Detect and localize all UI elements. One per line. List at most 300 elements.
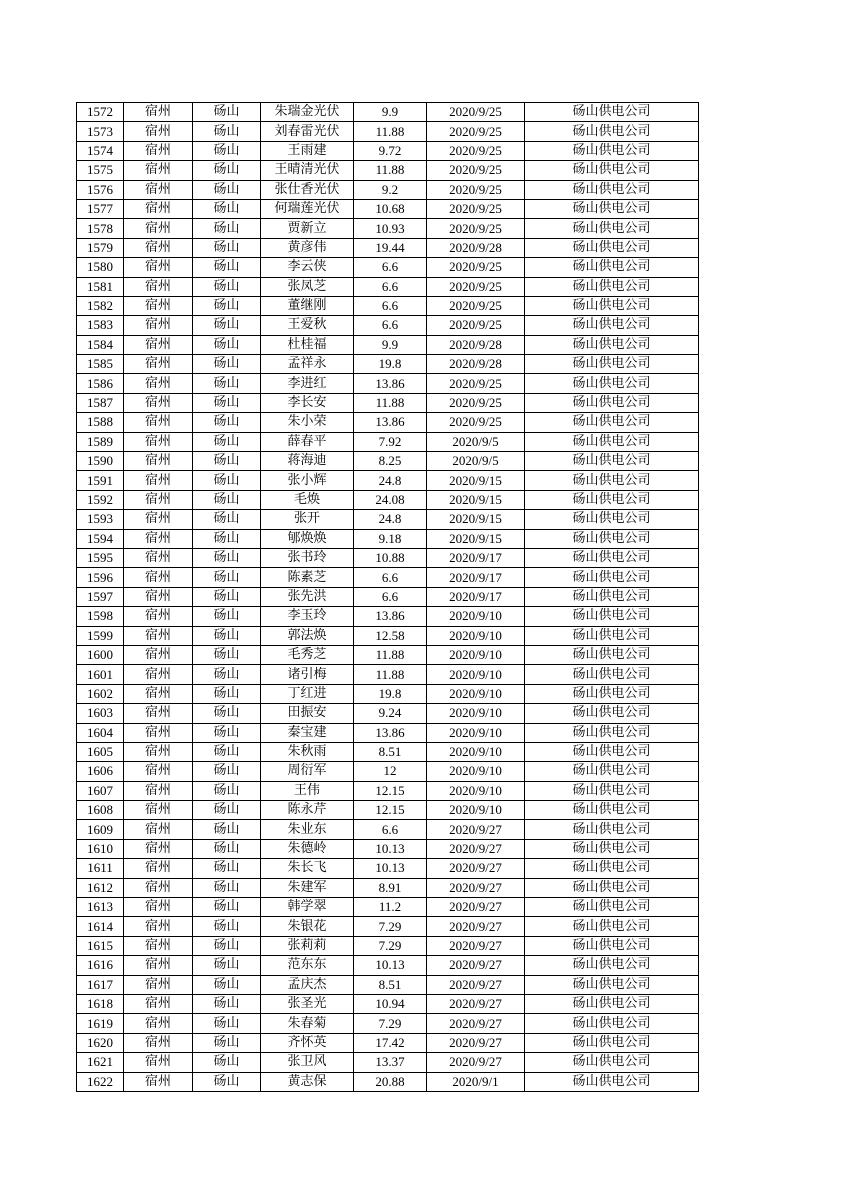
company-cell: 砀山供电公司 xyxy=(525,548,699,567)
city-cell: 宿州 xyxy=(124,161,193,180)
date-cell: 2020/9/10 xyxy=(427,742,525,761)
table-row xyxy=(77,316,699,335)
row-number-cell: 1594 xyxy=(77,529,124,548)
city-cell: 宿州 xyxy=(124,199,193,218)
company-cell: 砀山供电公司 xyxy=(525,1072,699,1091)
name-cell: 孟祥永 xyxy=(261,355,354,374)
capacity-cell: 11.88 xyxy=(354,122,427,141)
name-cell: 李长安 xyxy=(261,393,354,412)
county-cell: 砀山 xyxy=(193,548,261,567)
capacity-cell: 11.88 xyxy=(354,393,427,412)
company-cell: 砀山供电公司 xyxy=(525,723,699,742)
table-row xyxy=(77,413,699,432)
row-number-cell: 1591 xyxy=(77,471,124,490)
name-cell: 杜桂福 xyxy=(261,335,354,354)
table-row xyxy=(77,219,699,238)
county-cell: 砀山 xyxy=(193,645,261,664)
row-number-cell: 1598 xyxy=(77,607,124,626)
company-cell: 砀山供电公司 xyxy=(525,801,699,820)
capacity-cell: 6.6 xyxy=(354,587,427,606)
row-number-cell: 1605 xyxy=(77,742,124,761)
company-cell: 砀山供电公司 xyxy=(525,296,699,315)
date-cell: 2020/9/27 xyxy=(427,936,525,955)
date-cell: 2020/9/27 xyxy=(427,1033,525,1052)
table-row xyxy=(77,820,699,839)
capacity-cell: 13.37 xyxy=(354,1053,427,1072)
county-cell: 砀山 xyxy=(193,994,261,1013)
table-row xyxy=(77,335,699,354)
company-cell: 砀山供电公司 xyxy=(525,277,699,296)
row-number-cell: 1616 xyxy=(77,956,124,975)
row-number-cell: 1583 xyxy=(77,316,124,335)
company-cell: 砀山供电公司 xyxy=(525,413,699,432)
capacity-cell: 10.93 xyxy=(354,219,427,238)
county-cell: 砀山 xyxy=(193,277,261,296)
city-cell: 宿州 xyxy=(124,548,193,567)
capacity-cell: 24.08 xyxy=(354,490,427,509)
row-number-cell: 1582 xyxy=(77,296,124,315)
county-cell: 砀山 xyxy=(193,820,261,839)
city-cell: 宿州 xyxy=(124,219,193,238)
table-row xyxy=(77,122,699,141)
name-cell: 周衍军 xyxy=(261,762,354,781)
table-row xyxy=(77,587,699,606)
name-cell: 张卫风 xyxy=(261,1053,354,1072)
date-cell: 2020/9/10 xyxy=(427,704,525,723)
county-cell: 砀山 xyxy=(193,1072,261,1091)
date-cell: 2020/9/10 xyxy=(427,626,525,645)
company-cell: 砀山供电公司 xyxy=(525,374,699,393)
name-cell: 朱小荣 xyxy=(261,413,354,432)
row-number-cell: 1572 xyxy=(77,103,124,122)
table-row xyxy=(77,781,699,800)
county-cell: 砀山 xyxy=(193,161,261,180)
capacity-cell: 10.94 xyxy=(354,994,427,1013)
capacity-cell: 7.29 xyxy=(354,1014,427,1033)
name-cell: 黄彦伟 xyxy=(261,238,354,257)
table-row xyxy=(77,452,699,471)
capacity-cell: 10.88 xyxy=(354,548,427,567)
county-cell: 砀山 xyxy=(193,917,261,936)
name-cell: 黄志保 xyxy=(261,1072,354,1091)
name-cell: 张仕香光伏 xyxy=(261,180,354,199)
name-cell: 韩学翠 xyxy=(261,898,354,917)
date-cell: 2020/9/5 xyxy=(427,452,525,471)
city-cell: 宿州 xyxy=(124,994,193,1013)
county-cell: 砀山 xyxy=(193,452,261,471)
date-cell: 2020/9/25 xyxy=(427,296,525,315)
city-cell: 宿州 xyxy=(124,141,193,160)
company-cell: 砀山供电公司 xyxy=(525,762,699,781)
table-row xyxy=(77,975,699,994)
company-cell: 砀山供电公司 xyxy=(525,1033,699,1052)
city-cell: 宿州 xyxy=(124,878,193,897)
company-cell: 砀山供电公司 xyxy=(525,898,699,917)
name-cell: 丁红进 xyxy=(261,684,354,703)
date-cell: 2020/9/17 xyxy=(427,587,525,606)
company-cell: 砀山供电公司 xyxy=(525,704,699,723)
capacity-cell: 11.2 xyxy=(354,898,427,917)
name-cell: 王晴清光伏 xyxy=(261,161,354,180)
city-cell: 宿州 xyxy=(124,975,193,994)
county-cell: 砀山 xyxy=(193,393,261,412)
city-cell: 宿州 xyxy=(124,432,193,451)
city-cell: 宿州 xyxy=(124,296,193,315)
capacity-cell: 6.6 xyxy=(354,316,427,335)
table-row xyxy=(77,471,699,490)
table-row xyxy=(77,1014,699,1033)
city-cell: 宿州 xyxy=(124,936,193,955)
row-number-cell: 1581 xyxy=(77,277,124,296)
name-cell: 张莉莉 xyxy=(261,936,354,955)
company-cell: 砀山供电公司 xyxy=(525,626,699,645)
capacity-cell: 7.29 xyxy=(354,917,427,936)
capacity-cell: 6.6 xyxy=(354,820,427,839)
county-cell: 砀山 xyxy=(193,684,261,703)
capacity-cell: 17.42 xyxy=(354,1033,427,1052)
capacity-cell: 24.8 xyxy=(354,510,427,529)
capacity-cell: 6.6 xyxy=(354,568,427,587)
name-cell: 朱银花 xyxy=(261,917,354,936)
table-row xyxy=(77,510,699,529)
city-cell: 宿州 xyxy=(124,393,193,412)
date-cell: 2020/9/28 xyxy=(427,238,525,257)
table-row xyxy=(77,490,699,509)
city-cell: 宿州 xyxy=(124,917,193,936)
county-cell: 砀山 xyxy=(193,490,261,509)
county-cell: 砀山 xyxy=(193,704,261,723)
company-cell: 砀山供电公司 xyxy=(525,393,699,412)
city-cell: 宿州 xyxy=(124,742,193,761)
date-cell: 2020/9/27 xyxy=(427,1014,525,1033)
company-cell: 砀山供电公司 xyxy=(525,180,699,199)
date-cell: 2020/9/27 xyxy=(427,839,525,858)
table-row xyxy=(77,878,699,897)
row-number-cell: 1577 xyxy=(77,199,124,218)
row-number-cell: 1585 xyxy=(77,355,124,374)
city-cell: 宿州 xyxy=(124,277,193,296)
city-cell: 宿州 xyxy=(124,820,193,839)
row-number-cell: 1615 xyxy=(77,936,124,955)
county-cell: 砀山 xyxy=(193,316,261,335)
capacity-cell: 24.8 xyxy=(354,471,427,490)
capacity-cell: 13.86 xyxy=(354,413,427,432)
county-cell: 砀山 xyxy=(193,180,261,199)
table-row xyxy=(77,723,699,742)
name-cell: 张书玲 xyxy=(261,548,354,567)
name-cell: 朱建军 xyxy=(261,878,354,897)
city-cell: 宿州 xyxy=(124,704,193,723)
row-number-cell: 1574 xyxy=(77,141,124,160)
county-cell: 砀山 xyxy=(193,839,261,858)
row-number-cell: 1601 xyxy=(77,665,124,684)
table-row xyxy=(77,994,699,1013)
name-cell: 王雨建 xyxy=(261,141,354,160)
name-cell: 王伟 xyxy=(261,781,354,800)
date-cell: 2020/9/10 xyxy=(427,665,525,684)
table-row xyxy=(77,742,699,761)
company-cell: 砀山供电公司 xyxy=(525,355,699,374)
table-row xyxy=(77,936,699,955)
name-cell: 何瑞莲光伏 xyxy=(261,199,354,218)
date-cell: 2020/9/15 xyxy=(427,490,525,509)
company-cell: 砀山供电公司 xyxy=(525,122,699,141)
name-cell: 孟庆杰 xyxy=(261,975,354,994)
name-cell: 李玉玲 xyxy=(261,607,354,626)
name-cell: 张凤芝 xyxy=(261,277,354,296)
name-cell: 朱业东 xyxy=(261,820,354,839)
date-cell: 2020/9/27 xyxy=(427,1053,525,1072)
row-number-cell: 1580 xyxy=(77,258,124,277)
county-cell: 砀山 xyxy=(193,898,261,917)
row-number-cell: 1595 xyxy=(77,548,124,567)
company-cell: 砀山供电公司 xyxy=(525,956,699,975)
date-cell: 2020/9/10 xyxy=(427,801,525,820)
city-cell: 宿州 xyxy=(124,529,193,548)
company-cell: 砀山供电公司 xyxy=(525,316,699,335)
table-row xyxy=(77,180,699,199)
date-cell: 2020/9/17 xyxy=(427,548,525,567)
county-cell: 砀山 xyxy=(193,781,261,800)
company-cell: 砀山供电公司 xyxy=(525,161,699,180)
city-cell: 宿州 xyxy=(124,471,193,490)
company-cell: 砀山供电公司 xyxy=(525,471,699,490)
company-cell: 砀山供电公司 xyxy=(525,199,699,218)
table-row xyxy=(77,432,699,451)
row-number-cell: 1586 xyxy=(77,374,124,393)
company-cell: 砀山供电公司 xyxy=(525,645,699,664)
company-cell: 砀山供电公司 xyxy=(525,781,699,800)
date-cell: 2020/9/1 xyxy=(427,1072,525,1091)
date-cell: 2020/9/27 xyxy=(427,878,525,897)
name-cell: 朱长飞 xyxy=(261,859,354,878)
company-cell: 砀山供电公司 xyxy=(525,859,699,878)
table-row xyxy=(77,684,699,703)
date-cell: 2020/9/10 xyxy=(427,723,525,742)
row-number-cell: 1576 xyxy=(77,180,124,199)
name-cell: 李云侠 xyxy=(261,258,354,277)
name-cell: 齐怀英 xyxy=(261,1033,354,1052)
row-number-cell: 1575 xyxy=(77,161,124,180)
row-number-cell: 1617 xyxy=(77,975,124,994)
city-cell: 宿州 xyxy=(124,1033,193,1052)
capacity-cell: 12.15 xyxy=(354,801,427,820)
row-number-cell: 1607 xyxy=(77,781,124,800)
name-cell: 朱春菊 xyxy=(261,1014,354,1033)
date-cell: 2020/9/27 xyxy=(427,820,525,839)
capacity-cell: 10.13 xyxy=(354,859,427,878)
capacity-cell: 9.9 xyxy=(354,335,427,354)
capacity-cell: 9.72 xyxy=(354,141,427,160)
row-number-cell: 1619 xyxy=(77,1014,124,1033)
capacity-cell: 9.18 xyxy=(354,529,427,548)
date-cell: 2020/9/15 xyxy=(427,529,525,548)
company-cell: 砀山供电公司 xyxy=(525,742,699,761)
date-cell: 2020/9/27 xyxy=(427,956,525,975)
company-cell: 砀山供电公司 xyxy=(525,839,699,858)
county-cell: 砀山 xyxy=(193,122,261,141)
table-row xyxy=(77,1053,699,1072)
table-row xyxy=(77,568,699,587)
date-cell: 2020/9/25 xyxy=(427,199,525,218)
company-cell: 砀山供电公司 xyxy=(525,665,699,684)
row-number-cell: 1592 xyxy=(77,490,124,509)
row-number-cell: 1603 xyxy=(77,704,124,723)
name-cell: 陈永芹 xyxy=(261,801,354,820)
table-row xyxy=(77,801,699,820)
capacity-cell: 6.6 xyxy=(354,258,427,277)
capacity-cell: 12.15 xyxy=(354,781,427,800)
city-cell: 宿州 xyxy=(124,258,193,277)
county-cell: 砀山 xyxy=(193,1014,261,1033)
row-number-cell: 1573 xyxy=(77,122,124,141)
name-cell: 朱瑞金光伏 xyxy=(261,103,354,122)
table-row xyxy=(77,665,699,684)
name-cell: 张开 xyxy=(261,510,354,529)
row-number-cell: 1588 xyxy=(77,413,124,432)
county-cell: 砀山 xyxy=(193,1033,261,1052)
county-cell: 砀山 xyxy=(193,801,261,820)
table-row xyxy=(77,161,699,180)
capacity-cell: 11.88 xyxy=(354,645,427,664)
table-row xyxy=(77,1072,699,1091)
county-cell: 砀山 xyxy=(193,742,261,761)
row-number-cell: 1579 xyxy=(77,238,124,257)
city-cell: 宿州 xyxy=(124,587,193,606)
table-row xyxy=(77,529,699,548)
row-number-cell: 1590 xyxy=(77,452,124,471)
name-cell: 毛焕 xyxy=(261,490,354,509)
city-cell: 宿州 xyxy=(124,1053,193,1072)
row-number-cell: 1608 xyxy=(77,801,124,820)
capacity-cell: 10.13 xyxy=(354,839,427,858)
county-cell: 砀山 xyxy=(193,975,261,994)
county-cell: 砀山 xyxy=(193,355,261,374)
date-cell: 2020/9/25 xyxy=(427,161,525,180)
date-cell: 2020/9/28 xyxy=(427,355,525,374)
capacity-cell: 9.9 xyxy=(354,103,427,122)
date-cell: 2020/9/10 xyxy=(427,684,525,703)
row-number-cell: 1604 xyxy=(77,723,124,742)
capacity-cell: 7.92 xyxy=(354,432,427,451)
date-cell: 2020/9/27 xyxy=(427,859,525,878)
county-cell: 砀山 xyxy=(193,103,261,122)
table-row xyxy=(77,258,699,277)
company-cell: 砀山供电公司 xyxy=(525,238,699,257)
table-row xyxy=(77,238,699,257)
company-cell: 砀山供电公司 xyxy=(525,936,699,955)
capacity-cell: 8.25 xyxy=(354,452,427,471)
date-cell: 2020/9/10 xyxy=(427,781,525,800)
capacity-cell: 8.91 xyxy=(354,878,427,897)
table-row xyxy=(77,607,699,626)
city-cell: 宿州 xyxy=(124,665,193,684)
city-cell: 宿州 xyxy=(124,626,193,645)
table-row xyxy=(77,199,699,218)
table-row xyxy=(77,277,699,296)
city-cell: 宿州 xyxy=(124,374,193,393)
capacity-cell: 19.8 xyxy=(354,355,427,374)
city-cell: 宿州 xyxy=(124,568,193,587)
date-cell: 2020/9/25 xyxy=(427,277,525,296)
county-cell: 砀山 xyxy=(193,936,261,955)
date-cell: 2020/9/27 xyxy=(427,898,525,917)
county-cell: 砀山 xyxy=(193,219,261,238)
table-row xyxy=(77,548,699,567)
capacity-cell: 10.68 xyxy=(354,199,427,218)
name-cell: 薛春平 xyxy=(261,432,354,451)
company-cell: 砀山供电公司 xyxy=(525,141,699,160)
table-row xyxy=(77,374,699,393)
name-cell: 范东东 xyxy=(261,956,354,975)
company-cell: 砀山供电公司 xyxy=(525,1053,699,1072)
row-number-cell: 1597 xyxy=(77,587,124,606)
row-number-cell: 1611 xyxy=(77,859,124,878)
county-cell: 砀山 xyxy=(193,587,261,606)
company-cell: 砀山供电公司 xyxy=(525,432,699,451)
table-row xyxy=(77,296,699,315)
table-row xyxy=(77,141,699,160)
capacity-cell: 12.58 xyxy=(354,626,427,645)
table-row xyxy=(77,956,699,975)
company-cell: 砀山供电公司 xyxy=(525,1014,699,1033)
capacity-cell: 8.51 xyxy=(354,742,427,761)
date-cell: 2020/9/25 xyxy=(427,413,525,432)
name-cell: 秦宝建 xyxy=(261,723,354,742)
county-cell: 砀山 xyxy=(193,529,261,548)
company-cell: 砀山供电公司 xyxy=(525,452,699,471)
company-cell: 砀山供电公司 xyxy=(525,684,699,703)
date-cell: 2020/9/25 xyxy=(427,103,525,122)
capacity-cell: 9.24 xyxy=(354,704,427,723)
date-cell: 2020/9/5 xyxy=(427,432,525,451)
capacity-cell: 13.86 xyxy=(354,723,427,742)
city-cell: 宿州 xyxy=(124,859,193,878)
date-cell: 2020/9/25 xyxy=(427,316,525,335)
date-cell: 2020/9/17 xyxy=(427,568,525,587)
table-row xyxy=(77,917,699,936)
date-cell: 2020/9/15 xyxy=(427,510,525,529)
city-cell: 宿州 xyxy=(124,684,193,703)
date-cell: 2020/9/25 xyxy=(427,122,525,141)
capacity-cell: 12 xyxy=(354,762,427,781)
capacity-cell: 20.88 xyxy=(354,1072,427,1091)
name-cell: 郭法焕 xyxy=(261,626,354,645)
county-cell: 砀山 xyxy=(193,296,261,315)
table-row xyxy=(77,393,699,412)
row-number-cell: 1593 xyxy=(77,510,124,529)
date-cell: 2020/9/25 xyxy=(427,180,525,199)
county-cell: 砀山 xyxy=(193,238,261,257)
county-cell: 砀山 xyxy=(193,510,261,529)
capacity-cell: 10.13 xyxy=(354,956,427,975)
table-row xyxy=(77,839,699,858)
row-number-cell: 1599 xyxy=(77,626,124,645)
name-cell: 毛秀芝 xyxy=(261,645,354,664)
date-cell: 2020/9/27 xyxy=(427,994,525,1013)
date-cell: 2020/9/10 xyxy=(427,645,525,664)
row-number-cell: 1587 xyxy=(77,393,124,412)
date-cell: 2020/9/25 xyxy=(427,141,525,160)
row-number-cell: 1600 xyxy=(77,645,124,664)
name-cell: 郇焕焕 xyxy=(261,529,354,548)
city-cell: 宿州 xyxy=(124,452,193,471)
capacity-cell: 6.6 xyxy=(354,296,427,315)
name-cell: 朱德岭 xyxy=(261,839,354,858)
name-cell: 张小辉 xyxy=(261,471,354,490)
company-cell: 砀山供电公司 xyxy=(525,510,699,529)
county-cell: 砀山 xyxy=(193,762,261,781)
